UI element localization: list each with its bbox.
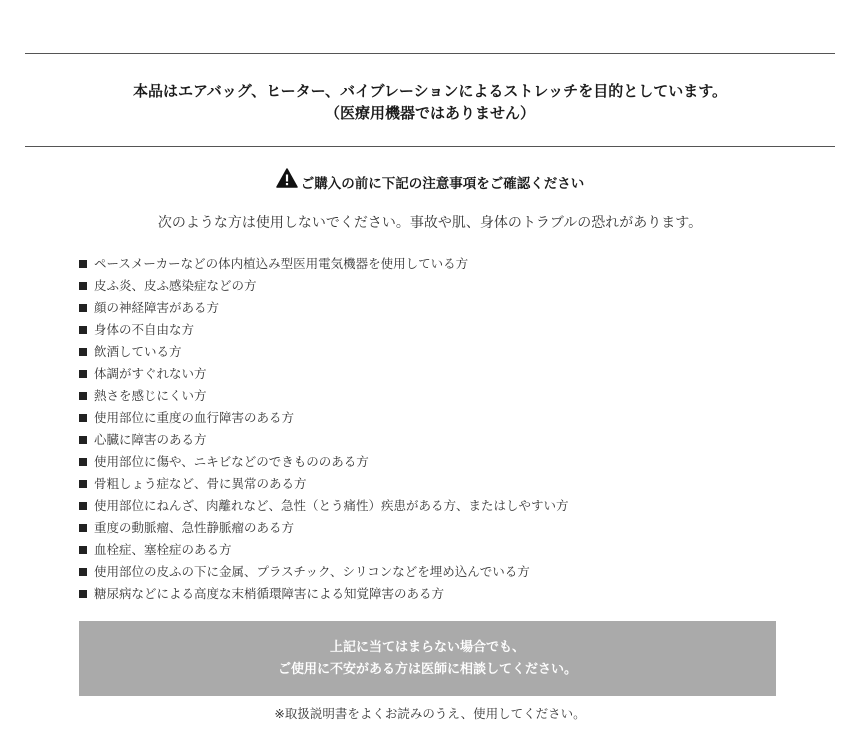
square-bullet-icon bbox=[79, 282, 87, 290]
list-item bbox=[79, 275, 569, 297]
square-bullet-icon bbox=[79, 590, 87, 598]
list-item-text: ペースメーカーなどの体内植込み型医用電気機器を使用している方 bbox=[94, 256, 469, 271]
list-item bbox=[79, 561, 569, 583]
list-item-text: 使用部位に重度の血行障害のある方 bbox=[94, 410, 295, 425]
square-bullet-icon bbox=[79, 502, 87, 510]
square-bullet-icon bbox=[79, 568, 87, 576]
list-item-text: 骨粗しょう症など、骨に異常のある方 bbox=[94, 476, 307, 491]
notice-line-2: ご使用に不安がある方は医師に相談してください。 bbox=[277, 662, 577, 677]
list-item bbox=[79, 297, 569, 319]
top-divider bbox=[25, 53, 835, 54]
list-item bbox=[79, 253, 569, 275]
manual-footnote: ※取扱説明書をよくお読みのうえ、使用してください。 bbox=[274, 706, 586, 721]
square-bullet-icon bbox=[79, 260, 87, 268]
list-item bbox=[79, 451, 569, 473]
list-item bbox=[79, 385, 569, 407]
square-bullet-icon bbox=[79, 326, 87, 334]
list-item-text: 糖尿病などによる高度な末梢循環障害による知覚障害のある方 bbox=[94, 586, 445, 601]
square-bullet-icon bbox=[79, 480, 87, 488]
list-item bbox=[79, 495, 569, 517]
contraindication-list bbox=[79, 253, 569, 605]
square-bullet-icon bbox=[79, 414, 87, 422]
square-bullet-icon bbox=[79, 348, 87, 356]
list-item-text: 熱さを感じにくい方 bbox=[94, 388, 207, 403]
caution-text: ご購入の前に下記の注意事項をご確認ください bbox=[300, 176, 585, 192]
list-item-text: 心臓に障害のある方 bbox=[94, 432, 207, 447]
list-item bbox=[79, 429, 569, 451]
square-bullet-icon bbox=[79, 436, 87, 444]
square-bullet-icon bbox=[79, 370, 87, 378]
list-item bbox=[79, 319, 569, 341]
list-item bbox=[79, 517, 569, 539]
list-item-text: 飲酒している方 bbox=[94, 344, 182, 359]
intro-text: 次のような方は使用しないでください。事故や肌、身体のトラブルの恐れがあります。 bbox=[157, 215, 703, 231]
list-item bbox=[79, 363, 569, 385]
list-item-text: 使用部位に傷や、ニキビなどのできもののある方 bbox=[94, 454, 369, 469]
square-bullet-icon bbox=[79, 524, 87, 532]
headline-line-1: 本品はエアバッグ、ヒーター、バイブレーションによるストレッチを目的としています。 bbox=[132, 82, 727, 100]
middle-divider bbox=[25, 146, 835, 147]
list-item bbox=[79, 341, 569, 363]
caution-heading bbox=[0, 170, 860, 198]
square-bullet-icon bbox=[79, 458, 87, 466]
product-purpose-headline bbox=[25, 80, 835, 124]
square-bullet-icon bbox=[79, 546, 87, 554]
list-item bbox=[79, 407, 569, 429]
list-item-text: 身体の不自由な方 bbox=[94, 322, 195, 337]
warning-triangle-icon bbox=[276, 168, 298, 196]
headline-line-2: （医療用機器ではありません） bbox=[324, 104, 535, 122]
list-item-text: 血栓症、塞栓症のある方 bbox=[94, 542, 232, 557]
list-item-text: 使用部位にねんざ、肉離れなど、急性（とう痛性）疾患がある方、またはしやすい方 bbox=[94, 498, 569, 513]
list-item-text: 使用部位の皮ふの下に金属、プラスチック、シリコンなどを埋め込んでいる方 bbox=[94, 564, 530, 579]
list-item-text: 体調がすぐれない方 bbox=[94, 366, 207, 381]
list-item bbox=[79, 583, 569, 605]
list-item-text: 皮ふ炎、皮ふ感染症などの方 bbox=[94, 278, 257, 293]
list-item-text: 重度の動脈瘤、急性静脈瘤のある方 bbox=[94, 520, 295, 535]
list-item bbox=[79, 539, 569, 561]
list-item-text: 顔の神経障害がある方 bbox=[94, 300, 220, 315]
consult-doctor-notice bbox=[79, 621, 776, 696]
list-item bbox=[79, 473, 569, 495]
square-bullet-icon bbox=[79, 392, 87, 400]
notice-line-1: 上記に当てはまらない場合でも、 bbox=[329, 640, 525, 655]
square-bullet-icon bbox=[79, 304, 87, 312]
